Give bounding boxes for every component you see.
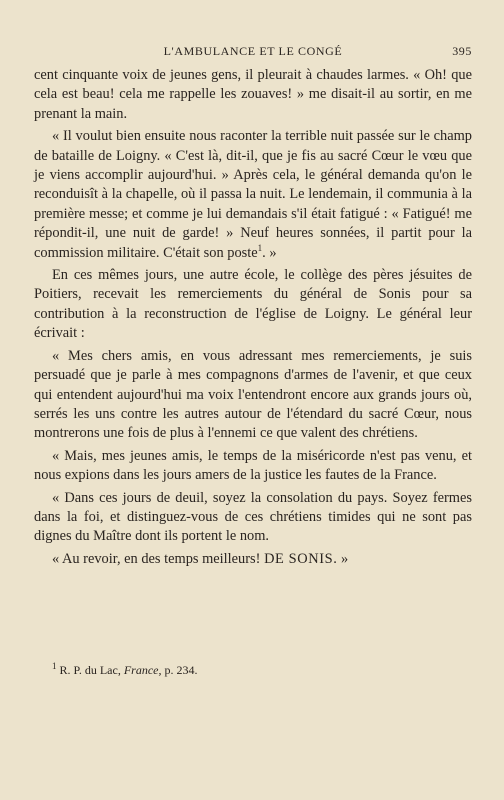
paragraph [34, 550, 472, 569]
running-title: L'AMBULANCE ET LE CONGÉ [163, 44, 343, 58]
body-text [34, 66, 472, 572]
paragraph: « Dans ces jours de deuil, soyez la consolation du pays. Soyez fermes dans la foi, et distinguez-vous de ces chrétiens timides qui ne sont pas dignes du Maître dont ils portent le nom. [34, 489, 472, 545]
signature: DE SONIS. [264, 550, 338, 567]
footnote-marker: 1 [52, 661, 57, 671]
paragraph: « Mais, mes jeunes amis, le temps de la miséricorde n'est pas venu, et nous expions dans les jours amers de la justice les fautes de la France. [34, 447, 472, 484]
paragraph: En ces mêmes jours, une autre école, le collège des pères jésuites de Poitiers, recevait les remerciements du général de Sonis pour sa contribution à la reconstruction de l'église de Loigny. Le général leur écrivait : [34, 267, 472, 342]
closing-quote: » [341, 550, 349, 567]
paragraph-text: « Au revoir, en des temps meilleurs! [52, 550, 261, 567]
page-number: 395 [452, 44, 472, 58]
paragraph-text: « Il voulut bien ensuite nous raconter la terrible nuit passée sur le champ de bataille de Loigny. « C'est là, dit-il, que je fis au sacré Cœur le vœu que je viens accomplir aujourd'hui. » Après cela, le général demanda qu'on le reconduisît à la chapelle, où il passa la nuit. Le lendemain, il communia à la première messe; et comme je lui demandais s'il était fatigué : « Fatigué! me répondit-il, une nuit de garde! » Neuf heures sonnées, il partit pour la commission militaire. C'était son poste [34, 128, 472, 261]
footnote-author: R. P. du Lac, [59, 663, 121, 677]
footnote [34, 663, 472, 678]
footnote-title: France, [123, 663, 162, 677]
paragraph: « Il voulut bien ensuite nous raconter la terrible nuit passée sur le champ de bataille de Loigny. « C'est là, dit-il, que je fis au sacré Cœur le vœu que je viens accomplir aujourd'hui. » Après cela, le général demanda qu'on le reconduisît à la chapelle, où il passa la nuit. Le lendemain, il communia à la première messe; et comme je lui demandais s'il était fatigué : « Fatigué! me répondit-il, une nuit de garde! » Neuf heures sonnées, il partit pour la commission militaire. C'était son poste$^1$. » [34, 128, 472, 261]
paragraph: cent cinquante voix de jeunes gens, il pleurait à chaudes larmes. « Oh! que cela est beau! cela me rappelle les zouaves! » me disait-il au sortir, en me prenant la main. [34, 67, 472, 122]
paragraph: « Mes chers amis, en vous adressant mes remerciements, je suis persuadé que je parle à mes compagnons d'armes de l'avenir, et que ceux qui entendent aujourd'hui ma voix l'entendront encore aux grands jours où, serrés les uns contre les autres autour de l'étendard du sacré Cœur, nous montrerons une fois de plus à l'ennemi ce que valent des chrétiens. [34, 347, 472, 442]
footnote-reference: 1 [257, 242, 263, 253]
footnote-page: p. 234. [164, 663, 198, 677]
closing-quote: » [269, 244, 277, 261]
